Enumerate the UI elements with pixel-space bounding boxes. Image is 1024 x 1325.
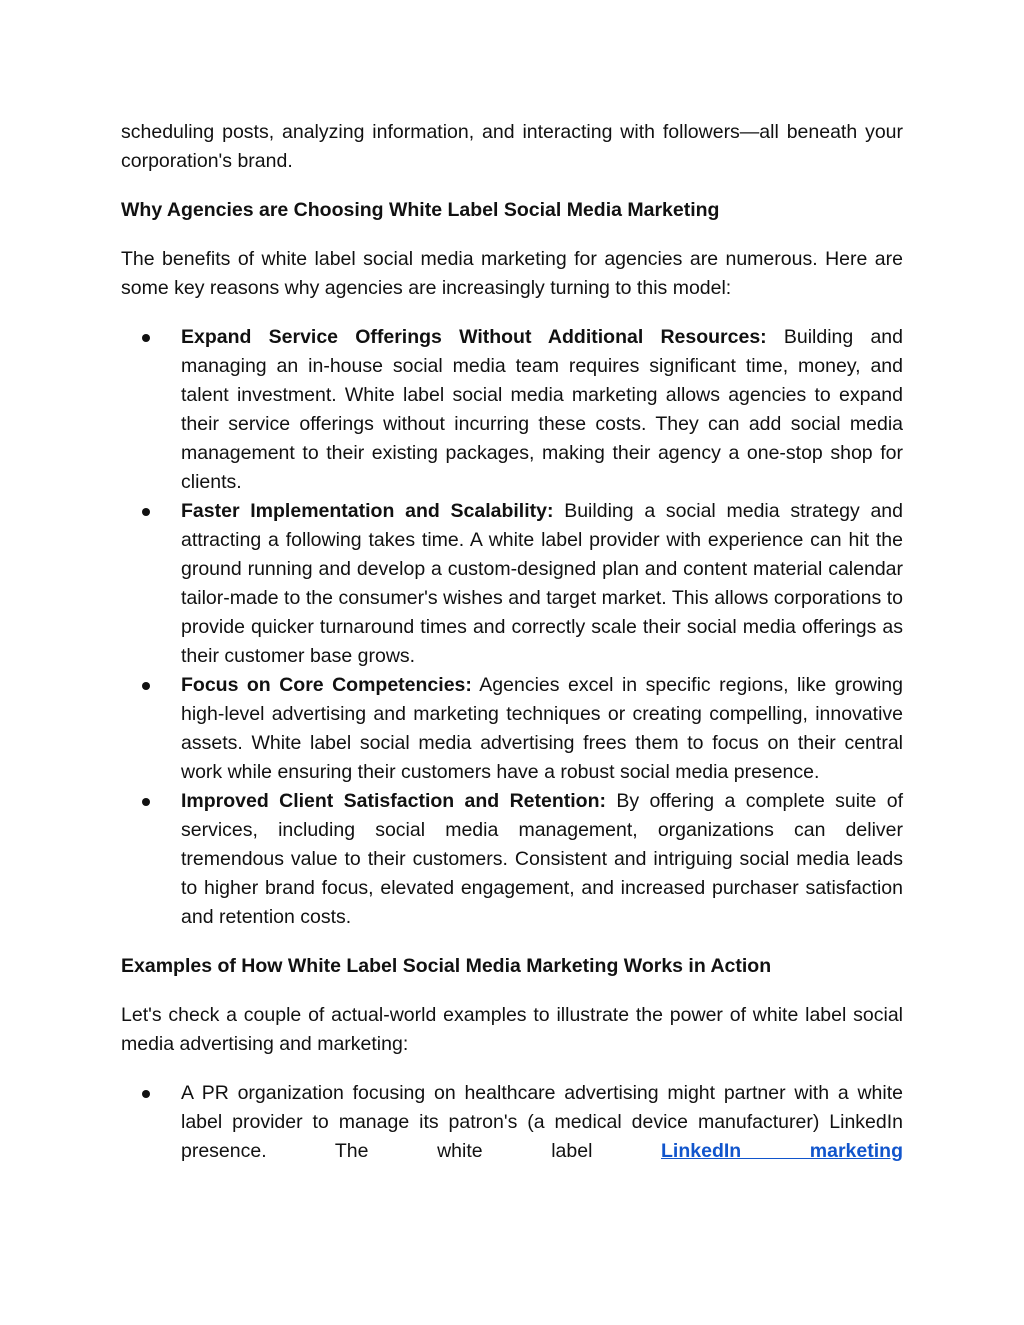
list-item xyxy=(121,787,903,932)
bullet-icon xyxy=(142,334,150,342)
list-item-title: Improved Client Satisfaction and Retention: xyxy=(181,790,606,812)
list-item-text: Building and managing an in-house social media team requires significant time, money, and talent investment. White label social media marketing allows agencies to expand their service offerings without incurring these costs. They can add social media management to their existing packages, making their agency a one-stop shop for clients. xyxy=(181,326,903,493)
list-item xyxy=(121,497,903,671)
list-item-text: A PR organization focusing on healthcare advertising might partner with a white label provider to manage its patron's (a medical device manufacturer) LinkedIn presence. The white label xyxy=(181,1082,903,1162)
bullet-icon xyxy=(142,1090,150,1098)
intro-continuation-paragraph: scheduling posts, analyzing information, and interacting with followers—all beneath your corporation's brand. xyxy=(121,121,903,172)
list-item-text: Agencies excel in specific regions, like growing high-level advertising and marketing techniques or creating compelling, innovative assets. White label social media advertising frees them to focus on their central work while ensuring their customers have a robust social media presence. xyxy=(181,674,903,783)
document-page xyxy=(121,118,903,1166)
list-item xyxy=(121,671,903,787)
list-item xyxy=(121,1079,903,1166)
list-item xyxy=(121,323,903,497)
section-heading-examples: Examples of How White Label Social Media Marketing Works in Action xyxy=(121,955,772,977)
benefits-list xyxy=(121,323,903,932)
list-item-text: Building a social media strategy and attracting a following takes time. A white label provider with experience can hit the ground running and develop a custom-designed plan and content material calendar tailor-made to the consumer's wishes and target market. This allows corporations to provide quicker turnaround times and correctly scale their social media offerings as their customer base grows. xyxy=(181,500,903,667)
list-item-title: Faster Implementation and Scalability: xyxy=(181,500,554,522)
list-item-title: Focus on Core Competencies: xyxy=(181,674,472,696)
examples-list xyxy=(121,1079,903,1166)
list-item-text: By offering a complete suite of services, including social media management, organizations can deliver tremendous value to their customers. Consistent and intriguing social media leads to higher brand focus, elevated engagement, and increased purchaser satisfaction and retention costs. xyxy=(181,790,903,928)
linkedin-marketing-link[interactable]: LinkedIn marketing xyxy=(661,1140,903,1162)
list-item-title: Expand Service Offerings Without Additional Resources: xyxy=(181,326,767,348)
section-heading-why-agencies: Why Agencies are Choosing White Label Social Media Marketing xyxy=(121,199,720,221)
benefits-intro-paragraph: The benefits of white label social media marketing for agencies are numerous. Here are some key reasons why agencies are increasingly turning to this model: xyxy=(121,248,903,299)
bullet-icon xyxy=(142,682,150,690)
bullet-icon xyxy=(142,798,150,806)
bullet-icon xyxy=(142,508,150,516)
examples-intro-paragraph: Let's check a couple of actual-world examples to illustrate the power of white label social media advertising and marketing: xyxy=(121,1004,903,1055)
